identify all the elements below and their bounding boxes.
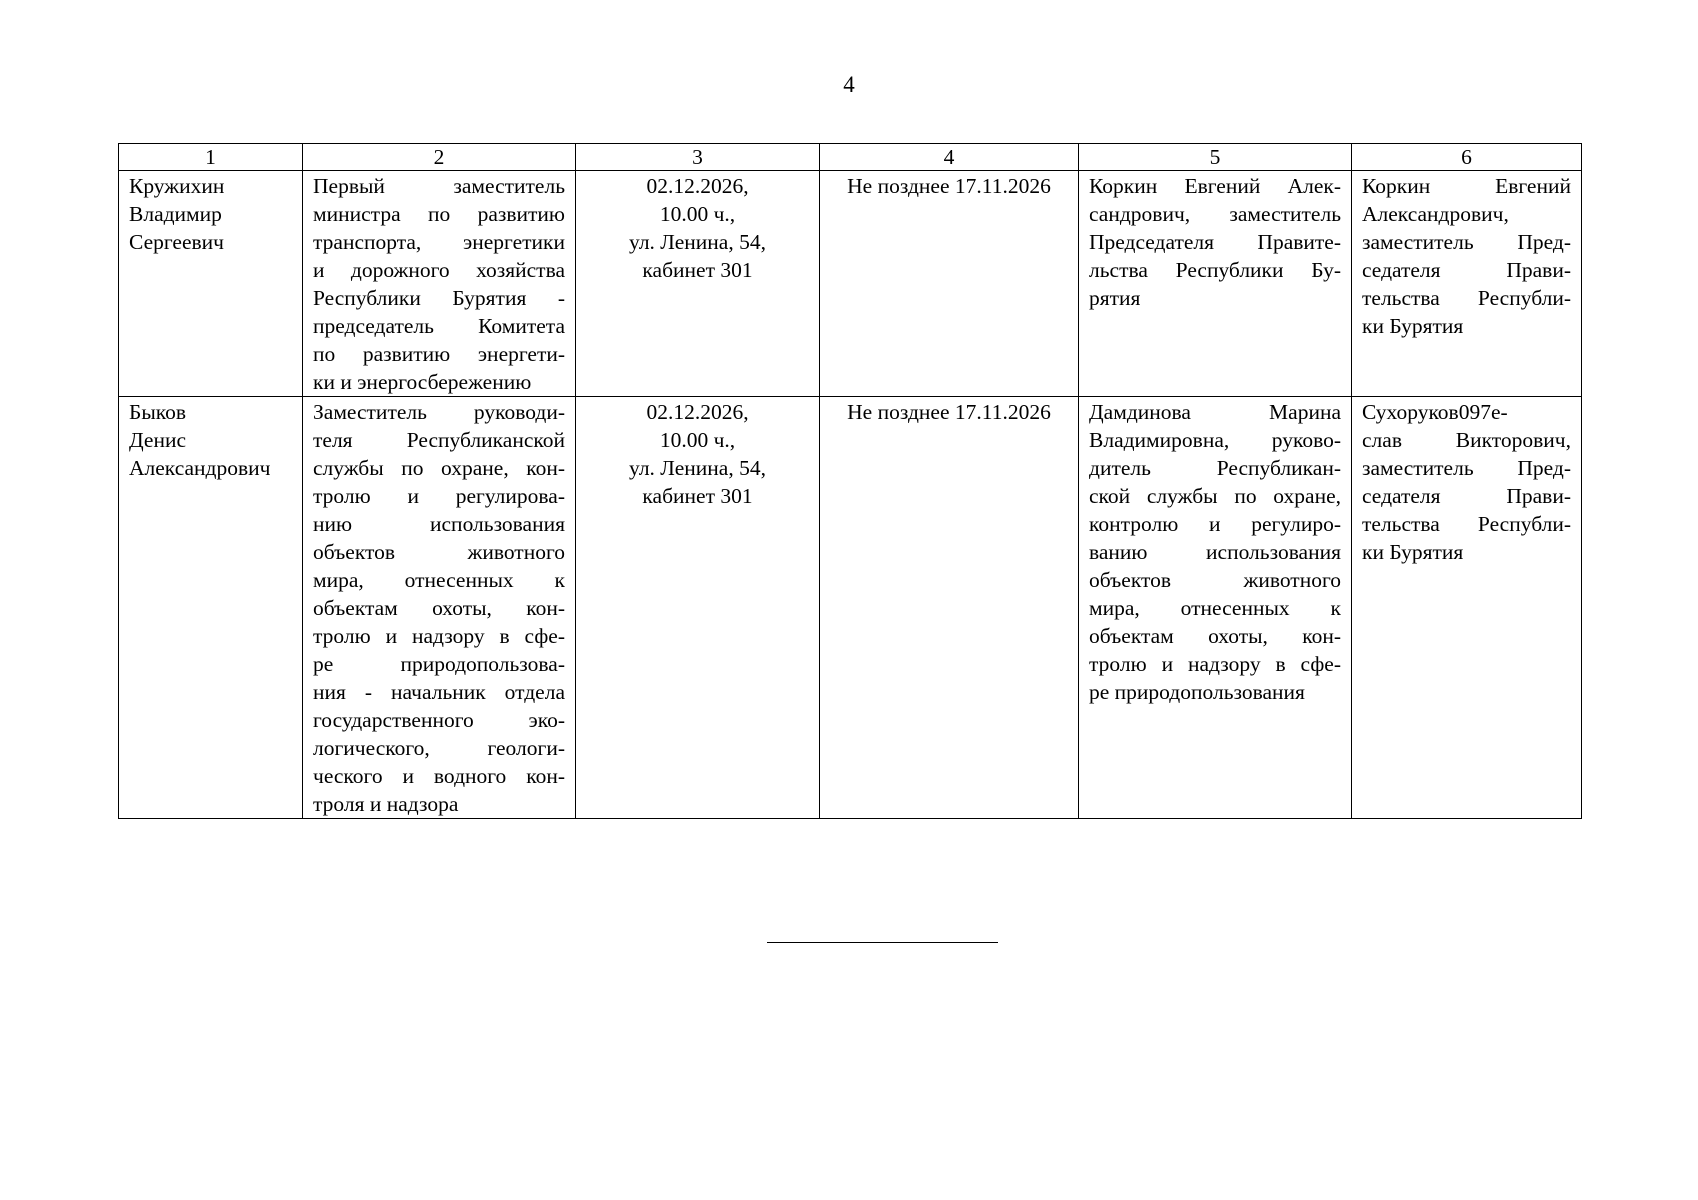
cell-line: Кружихин <box>129 174 225 198</box>
cell-responsible <box>1079 171 1352 397</box>
cell-name <box>119 171 303 397</box>
cell-line: нию использования <box>313 512 565 536</box>
cell-line: Республики Бурятия - <box>313 286 565 310</box>
cell-line: кабинет 301 <box>642 258 753 282</box>
cell-line: ул. Ленина, 54, <box>629 230 766 254</box>
cell-line: заместитель Пред- <box>1362 230 1571 254</box>
closing-rule <box>767 942 998 943</box>
cell-line: мира, отнесенных к <box>313 568 565 592</box>
cell-line: Коркин Евгений <box>1362 174 1571 198</box>
cell-responsible <box>1079 397 1352 819</box>
cell-line: Денис <box>129 428 187 452</box>
cell-line: объектам охоты, кон- <box>313 596 565 620</box>
cell-line: тролю и регулирова- <box>313 484 565 508</box>
cell-line: службы по охране, кон- <box>313 456 565 480</box>
cell-line: ния - начальник отдела <box>313 680 565 704</box>
cell-line: председатель Комитета <box>313 314 565 338</box>
cell-deadline: Не позднее 17.11.2026 <box>820 397 1079 819</box>
cell-date-place <box>576 397 820 819</box>
cell-line: тельства Республи- <box>1362 512 1571 536</box>
table-row <box>119 397 1582 819</box>
cell-line: ческого и водного кон- <box>313 764 565 788</box>
cell-line: слав Викторович, <box>1362 428 1571 452</box>
cell-line: ре природопользова- <box>313 652 565 676</box>
cell-line: заместитель Пред- <box>1362 456 1571 480</box>
cell-line: тролю и надзору в сфе- <box>1089 652 1341 676</box>
cell-line: объектам охоты, кон- <box>1089 624 1341 648</box>
cell-line: министра по развитию <box>313 202 565 226</box>
cell-deadline: Не позднее 17.11.2026 <box>820 171 1079 397</box>
cell-line: льства Республики Бу- <box>1089 258 1341 282</box>
cell-line: государственного эко- <box>313 708 565 732</box>
cell-line: Коркин Евгений Алек- <box>1089 174 1341 198</box>
cell-line: Заместитель руководи- <box>313 400 565 424</box>
cell-line: ки Бурятия <box>1362 314 1464 338</box>
cell-supervisor <box>1352 171 1582 397</box>
cell-line: ванию использования <box>1089 540 1341 564</box>
column-number: 6 <box>1352 144 1582 171</box>
cell-date-place <box>576 171 820 397</box>
cell-line: Председателя Правите- <box>1089 230 1341 254</box>
cell-line: Владимир <box>129 202 222 226</box>
cell-line: ской службы по охране, <box>1089 484 1341 508</box>
cell-line: Владимировна, руково- <box>1089 428 1341 452</box>
cell-line: и дорожного хозяйства <box>313 258 565 282</box>
cell-line: объектов животного <box>1089 568 1341 592</box>
cell-line: троля и надзора <box>313 792 459 816</box>
cell-line: Дамдинова Марина <box>1089 400 1341 424</box>
cell-line: рятия <box>1089 286 1141 310</box>
cell-line: ре природопользования <box>1089 680 1305 704</box>
cell-line: Сергеевич <box>129 230 224 254</box>
cell-line: по развитию энергети- <box>313 342 565 366</box>
column-number: 2 <box>303 144 576 171</box>
cell-position <box>303 397 576 819</box>
cell-line: Александрович, <box>1362 202 1509 226</box>
column-number: 5 <box>1079 144 1352 171</box>
cell-line: Первый заместитель <box>313 174 565 198</box>
cell-position <box>303 171 576 397</box>
cell-line: седателя Прави- <box>1362 484 1571 508</box>
cell-line: 10.00 ч., <box>659 202 736 226</box>
cell-line: транспорта, энергетики <box>313 230 565 254</box>
cell-line: Сухоруков097е- <box>1362 400 1508 424</box>
cell-name <box>119 397 303 819</box>
cell-line: 02.12.2026, <box>646 400 749 424</box>
cell-supervisor <box>1352 397 1582 819</box>
column-number-row <box>119 144 1582 171</box>
cell-line: Александрович <box>129 456 271 480</box>
cell-line: ул. Ленина, 54, <box>629 456 766 480</box>
column-number: 4 <box>820 144 1079 171</box>
column-number: 1 <box>119 144 303 171</box>
cell-line: мира, отнесенных к <box>1089 596 1341 620</box>
cell-line: 02.12.2026, <box>646 174 749 198</box>
cell-line: тролю и надзору в сфе- <box>313 624 565 648</box>
cell-line: ки и энергосбережению <box>313 370 532 394</box>
cell-line: ки Бурятия <box>1362 540 1464 564</box>
table-row <box>119 171 1582 397</box>
column-number: 3 <box>576 144 820 171</box>
cell-line: контролю и регулиро- <box>1089 512 1341 536</box>
cell-line: сандрович, заместитель <box>1089 202 1341 226</box>
cell-line: Быков <box>129 400 187 424</box>
cell-line: дитель Республикан- <box>1089 456 1341 480</box>
cell-line: кабинет 301 <box>642 484 753 508</box>
cell-line: 10.00 ч., <box>659 428 736 452</box>
cell-line: объектов животного <box>313 540 565 564</box>
page-number: 4 <box>843 72 855 97</box>
cell-line: логического, геологи- <box>313 736 565 760</box>
schedule-table <box>118 143 1582 819</box>
cell-line: тельства Республи- <box>1362 286 1571 310</box>
cell-line: седателя Прави- <box>1362 258 1571 282</box>
cell-line: теля Республиканской <box>313 428 565 452</box>
